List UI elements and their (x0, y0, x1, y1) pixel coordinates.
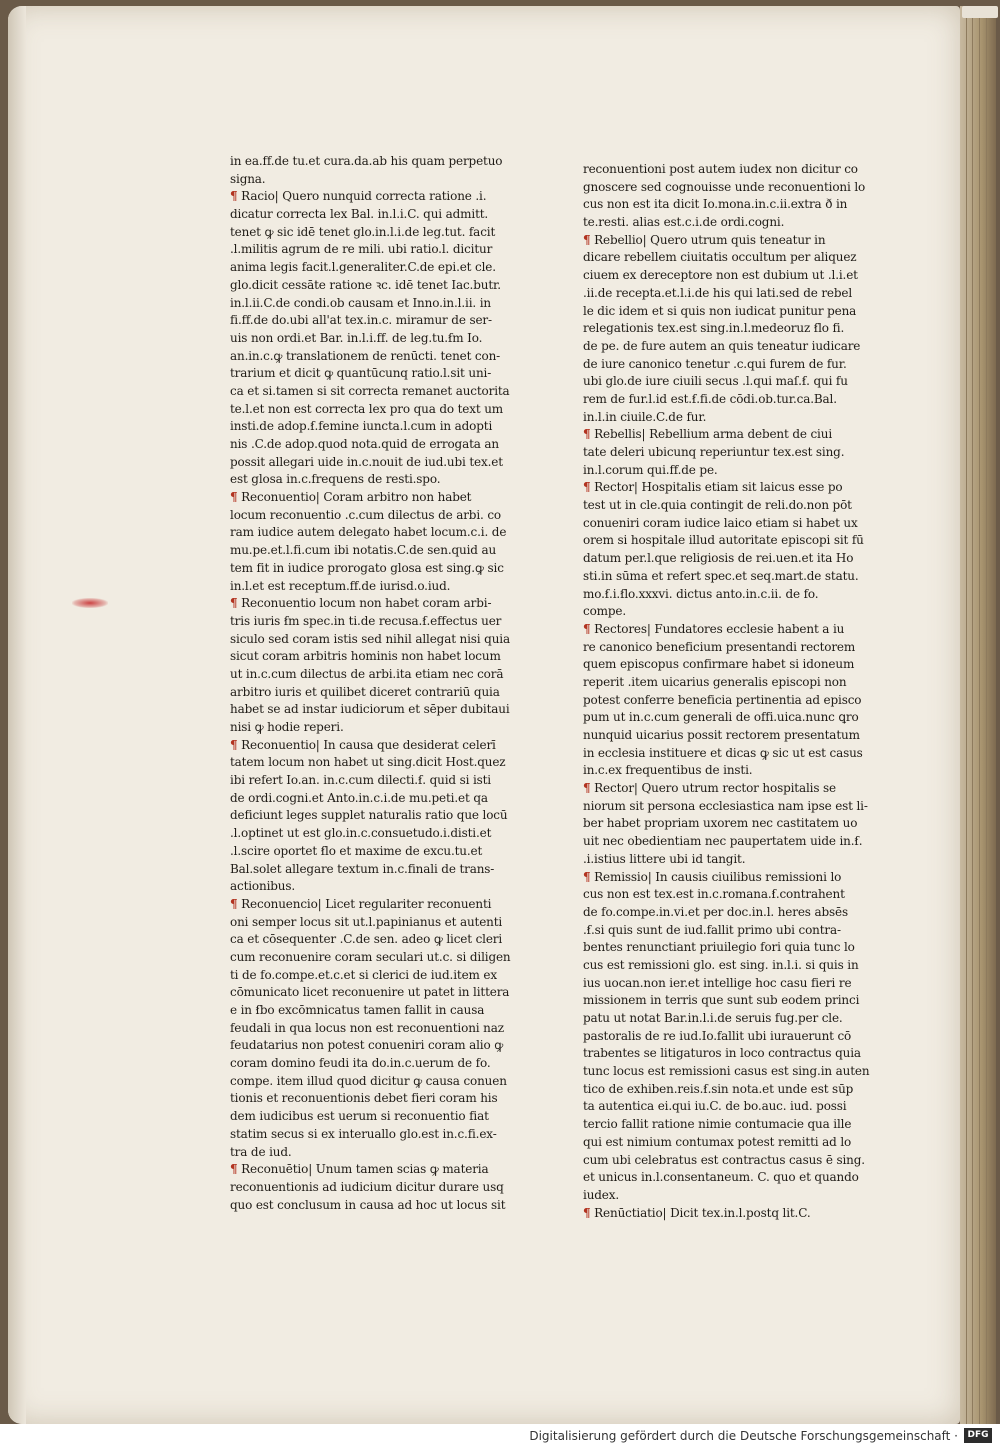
text-line: tatem locum non habet ut sing.dicit Host.quez (230, 755, 506, 770)
text-line: de iure canonico tenetur .c.qui furem de fur. (583, 356, 847, 371)
line-text: Remissio| In causis ciuilibus remissioni lo (590, 869, 842, 884)
text-line: dicare rebellem ciuitatis occultum per aliquez (583, 250, 857, 265)
paragraph-mark: ¶ (583, 427, 591, 442)
text-line: e in ẜbo excōmnicatus tamen fallit in causa (230, 1003, 485, 1017)
text-line: .l.optinet ut est glo.in.c.consuetudo.i.disti.et (230, 826, 492, 841)
text-line: te.resti. alias est.c.i.de ordi.cogni. (583, 215, 785, 230)
text-line: niorum sit persona ecclesiastica nam ipse est li- (583, 798, 868, 813)
text-line: trabentes se litigaturos in loco contractus quia (583, 1046, 861, 1061)
text-line: .l.scire oportet ẜlo et maxime de excu.tu.et (230, 843, 483, 858)
text-line: cus non est tex.est in.c.romana.ẜ.contrahent (583, 887, 845, 902)
line-text: Reconuentio| Coram arbitro non habet (237, 490, 472, 505)
text-line: qui est nimium contumax potest remitti ad lo (583, 1134, 852, 1149)
text-line (230, 489, 535, 507)
text-line: ubi glo.de iure ciuili secus .l.qui maſ.ẜ. qui fu (583, 374, 848, 389)
paragraph-mark: ¶ (230, 490, 238, 505)
text-line: tico de exhiben.reis.ẜ.sin nota.et unde est sūp (583, 1081, 854, 1096)
paragraph-mark: ¶ (583, 869, 591, 884)
text-line: rem de fur.l.id est.ẜ.fi.de cōdi.ob.tur.ca.Bal. (583, 391, 837, 406)
text-line: reconuentioni post autem iudex non dicitur co (583, 162, 858, 176)
text-line (583, 1205, 888, 1223)
line-text: Reconuencio| Licet regulariter reconuenti (237, 896, 492, 911)
text-line: compe. (583, 604, 627, 619)
text-line: anima legis facit.l.generaliter.C.de epi.et cle. (230, 260, 496, 275)
line-text: Rector| Hospitalis etiam sit laicus esse po (590, 480, 843, 495)
text-line: feudali in qua locus non est reconuentioni naz (230, 1020, 504, 1035)
text-line (583, 780, 888, 798)
line-text: Reconuentio locum non habet coram arbi- (237, 596, 492, 611)
paragraph-mark: ¶ (230, 189, 238, 204)
paragraph-mark: ¶ (230, 737, 238, 752)
text-line: datum per.l.que religiosis de rei.uen.et ita Ho (583, 551, 854, 566)
text-line: ius uocan.non ier.et intellige hoc casu fieri re (583, 975, 852, 990)
text-line: tris iuris ẜm spec.in ti.de recusa.ẜ.effectus uer (230, 613, 502, 628)
text-line: cus non est ita dicit Io.mona.in.c.ii.extra ð in (583, 197, 848, 212)
text-line: reperit .item uicarius generalis episcopi non (583, 674, 847, 689)
text-line: te.l.et non est correcta lex pro qua do text um (230, 401, 504, 416)
text-line: actionibus. (230, 879, 296, 894)
dfg-logo: DFG (964, 1428, 992, 1443)
text-line (583, 479, 888, 497)
left-text-column (230, 153, 535, 1214)
text-line: arbitro iuris et quilibet diceret contrariū quia (230, 684, 500, 699)
right-text-column (583, 161, 888, 1222)
text-line: deficiunt leges supplet naturalis ratio que locū (230, 808, 508, 823)
text-line: an.in.c.ꝙ translationem de renūcti. tenet con- (230, 348, 501, 363)
text-line: tra de iud. (230, 1144, 292, 1159)
text-line: in ecclesia instituere et dicas ꝙ sic ut est casus (583, 745, 863, 760)
text-line: ti de fo.compe.et.c.et si clerici de iud.item ex (230, 967, 497, 982)
paragraph-mark: ¶ (583, 1205, 591, 1220)
text-line (230, 737, 535, 755)
text-line: le dic idem et si quis non iudicat punitur pena (583, 303, 857, 318)
text-line: orem si hospitale illud autoritate episcopi sit fū (583, 533, 864, 548)
text-line: .ẜ.si quis sunt de iud.fallit primo ubi contra- (583, 922, 841, 937)
text-line: tem fit in iudice prorogato glosa est sing.ꝙ sic (230, 560, 504, 575)
funding-notice: Digitalisierung gefördert durch die Deutsche Forschungsgemeinschaft · (529, 1429, 958, 1443)
text-line: cōmunicato licet reconuenire ut patet in littera (230, 985, 510, 1000)
text-line: mu.pe.et.l.fi.cum ibi notatis.C.de sen.quid au (230, 543, 497, 558)
text-line: relegationis tex.est sing.in.l.medeoruz ẜlo fi. (583, 321, 845, 336)
text-line: tionis et reconuentionis debet fieri coram his (230, 1091, 498, 1106)
text-line: de ordi.cogni.et Anto.in.c.i.de mu.peti.et qa (230, 790, 488, 805)
text-line (230, 896, 535, 914)
text-line: in.l.in ciuile.C.de fur. (583, 409, 707, 424)
text-line: ciuem ex dereceptore non est dubium ut .l.i.et (583, 268, 858, 283)
text-line (583, 232, 888, 250)
line-text: Rebellio| Quero utrum quis teneatur in (590, 232, 826, 247)
text-line: fi.ff.de do.ubi all'at tex.in.c. miramur de ser- (230, 313, 492, 328)
text-line: patu ut notat Bar.in.l.i.de seruis fug.per cle. (583, 1011, 843, 1025)
text-line: nunquid uicarius possit rectorem presentatum (583, 728, 860, 742)
text-line: in ea.ff.de tu.et cura.da.ab his quam perpetuo (230, 154, 503, 168)
text-line: est glosa in.c.frequens de resti.spo. (230, 472, 441, 487)
text-line (583, 621, 888, 639)
line-text: Racio| Quero nunquid correcta ratione .i. (237, 189, 487, 204)
book-fore-edge (960, 6, 996, 1424)
text-line: cum reconuenire coram seculari ut.c. si diligen (230, 949, 511, 964)
text-line: tercio fallit ratione nimie contumacie qua ille (583, 1117, 852, 1132)
text-line: pum ut in.c.cum generali de offi.uica.nunc ꝗro (583, 710, 859, 725)
text-line: insti.de adop.ẜ.femine iuncta.l.cum in adopti (230, 419, 493, 434)
text-line: statim secus si ex interuallo glo.est in.c.fi.ex- (230, 1126, 497, 1141)
text-line: dem iudicibus est uerum si reconuentio fiat (230, 1109, 489, 1124)
text-line: pastoralis de re iud.Io.fallit ubi iurauerunt cō (583, 1028, 852, 1043)
text-line: cum ubi celebratus est contractus casus ē sing. (583, 1152, 865, 1167)
text-line: glo.dicit cessāte ratione ꝛc. idē tenet Iac.butr. (230, 277, 501, 292)
text-line: et unicus in.l.consentaneum. C. quo et quando (583, 1170, 859, 1185)
text-line: ta autentica ei.qui iu.C. de bo.auc. iud. possi (583, 1099, 847, 1114)
text-line (230, 188, 535, 206)
text-line: uis non ordi.et Bar. in.l.i.ff. de leg.tu.ẜm Io. (230, 330, 483, 345)
red-ink-stain (72, 598, 108, 608)
text-line: signa. (230, 171, 266, 186)
text-line: bentes renunctiant priuilegio fori quia tunc lo (583, 940, 855, 955)
text-line: sti.in sūma et refert spec.et seq.mart.de statu. (583, 568, 859, 583)
text-line: sicut coram arbitris hominis non habet locum (230, 649, 501, 664)
text-line: in.l.et est receptum.ff.de iurisd.o.iud. (230, 578, 451, 593)
text-line (230, 1161, 535, 1179)
text-line: quem episcopus confirmare habet si idoneum (583, 657, 855, 672)
text-line: .i.istius littere ubi id tangit. (583, 851, 746, 866)
text-line: iudex. (583, 1187, 620, 1202)
text-line: .ii.de recepta.et.l.i.de his qui lati.sed de rebel (583, 285, 853, 300)
line-text: Reconuētio| Unum tamen scias ꝙ materia (237, 1162, 489, 1177)
text-line: potest conferre beneficia pertinentia ad episco (583, 692, 862, 707)
line-text: Renūctiatio| Dicit tex.in.l.postq lit.C. (590, 1205, 811, 1220)
text-line: coram domino feudi ita do.in.c.uerum de fo. (230, 1056, 491, 1071)
text-line: oni semper locus sit ut.l.papinianus et autenti (230, 914, 503, 929)
text-line (583, 869, 888, 887)
text-line: ca et cōsequenter .C.de sen. adeo ꝙ licet cleri (230, 932, 503, 947)
text-line: quo est conclusum in causa ad hoc ut locus sit (230, 1197, 506, 1212)
paragraph-mark: ¶ (230, 596, 238, 611)
text-line (230, 595, 535, 613)
line-text: Rectores| Fundatores ecclesie habent a iu (590, 621, 845, 636)
text-line: tate deleri ubicunq reperiuntur tex.est sing. (583, 445, 845, 459)
text-line: re canonico beneficium presentandi rectorem (583, 639, 856, 654)
paragraph-mark: ¶ (230, 1162, 238, 1177)
text-line: trarium et dicit ꝙ quantūcunq ratio.l.sit uni- (230, 366, 492, 381)
paragraph-mark: ¶ (583, 621, 591, 636)
text-line: feudatarius non potest conueniri coram alio ꝙ (230, 1038, 504, 1053)
text-line: mo.ẜ.i.ẜlo.xxxvi. dictus anto.in.c.ii. de fo. (583, 586, 819, 601)
line-text: Rector| Quero utrum rector hospitalis se (590, 781, 836, 796)
text-line: missionem in terris que sunt sub eodem princi (583, 993, 860, 1008)
text-line: ibi refert Io.an. in.c.cum dilecti.ẜ. quid si isti (230, 773, 492, 788)
text-line: de fo.compe.in.vi.et per doc.in.l. heres absēs (583, 904, 848, 919)
text-line: in.l.ii.C.de condi.ob causam et Inno.in.l.ii. in (230, 295, 491, 310)
text-line: Bal.solet allegare textum in.c.finali de trans- (230, 861, 495, 876)
text-line: dicatur correcta lex Bal. in.l.i.C. qui admitt. (230, 207, 489, 222)
text-line: ram iudice autem delegato habet locum.c.i. de (230, 525, 507, 540)
text-line: ca et si.tamen si sit correcta remanet auctorita (230, 383, 510, 398)
text-line: locum reconuentio .c.cum dilectus de arbi. co (230, 507, 502, 522)
text-line (583, 426, 888, 444)
text-line: conueniri coram iudice laico etiam si habet ux (583, 515, 858, 530)
text-line: .l.militis agrum de re mili. ubi ratio.l. dicitur (230, 242, 493, 257)
page-gutter-shadow (8, 6, 26, 1424)
text-line: compe. item illud quod dicitur ꝙ causa conuen (230, 1073, 507, 1088)
paragraph-mark: ¶ (583, 480, 591, 495)
text-line: tunc locus est remissioni casus est sing.in auten (583, 1064, 870, 1079)
page-corner (962, 6, 998, 18)
text-line: gnoscere sed cognouisse unde reconuentioni lo (583, 179, 866, 194)
paragraph-mark: ¶ (583, 781, 591, 796)
text-line: de pe. de fure autem an quis teneatur iudicare (583, 338, 861, 353)
text-line: possit allegari uide in.c.nouit de iud.ubi tex.et (230, 454, 503, 469)
text-line: nis .C.de adop.quod nota.quid de errogata an (230, 437, 500, 451)
line-text: Rebellis| Rebellium arma debent de ciui (590, 427, 833, 442)
line-text: Reconuentio| In causa que desiderat celerī (237, 737, 496, 752)
text-line: in.c.ex frequentibus de insti. (583, 763, 753, 778)
text-line: reconuentionis ad iudicium dicitur durare usq (230, 1179, 504, 1194)
text-line: cus est remissioni glo. est sing. in.l.i. si quis in (583, 957, 859, 972)
text-line: habet se ad instar iudiciorum et sēper dubitaui (230, 702, 510, 717)
text-line: test ut in cle.quia contingit de reli.do.non pōt (583, 498, 852, 513)
text-line: ut in.c.cum dilectus de arbi.ita etiam nec corā (230, 666, 504, 681)
paragraph-mark: ¶ (583, 232, 591, 247)
text-line: nisi ꝙ hodie reperi. (230, 720, 344, 734)
text-line: uit nec obedientiam nec paupertatem uide in.ẜ. (583, 834, 863, 849)
text-line: in.l.corum qui.ff.de pe. (583, 462, 718, 477)
text-line: tenet ꝙ sic idē tenet glo.in.l.i.de leg.tut. facit (230, 224, 496, 239)
text-line: ber habet propriam uxorem nec castitatem uo (583, 816, 858, 831)
paragraph-mark: ¶ (230, 896, 238, 911)
text-line: siculo sed coram istis sed nihil allegat nisi quia (230, 631, 510, 646)
